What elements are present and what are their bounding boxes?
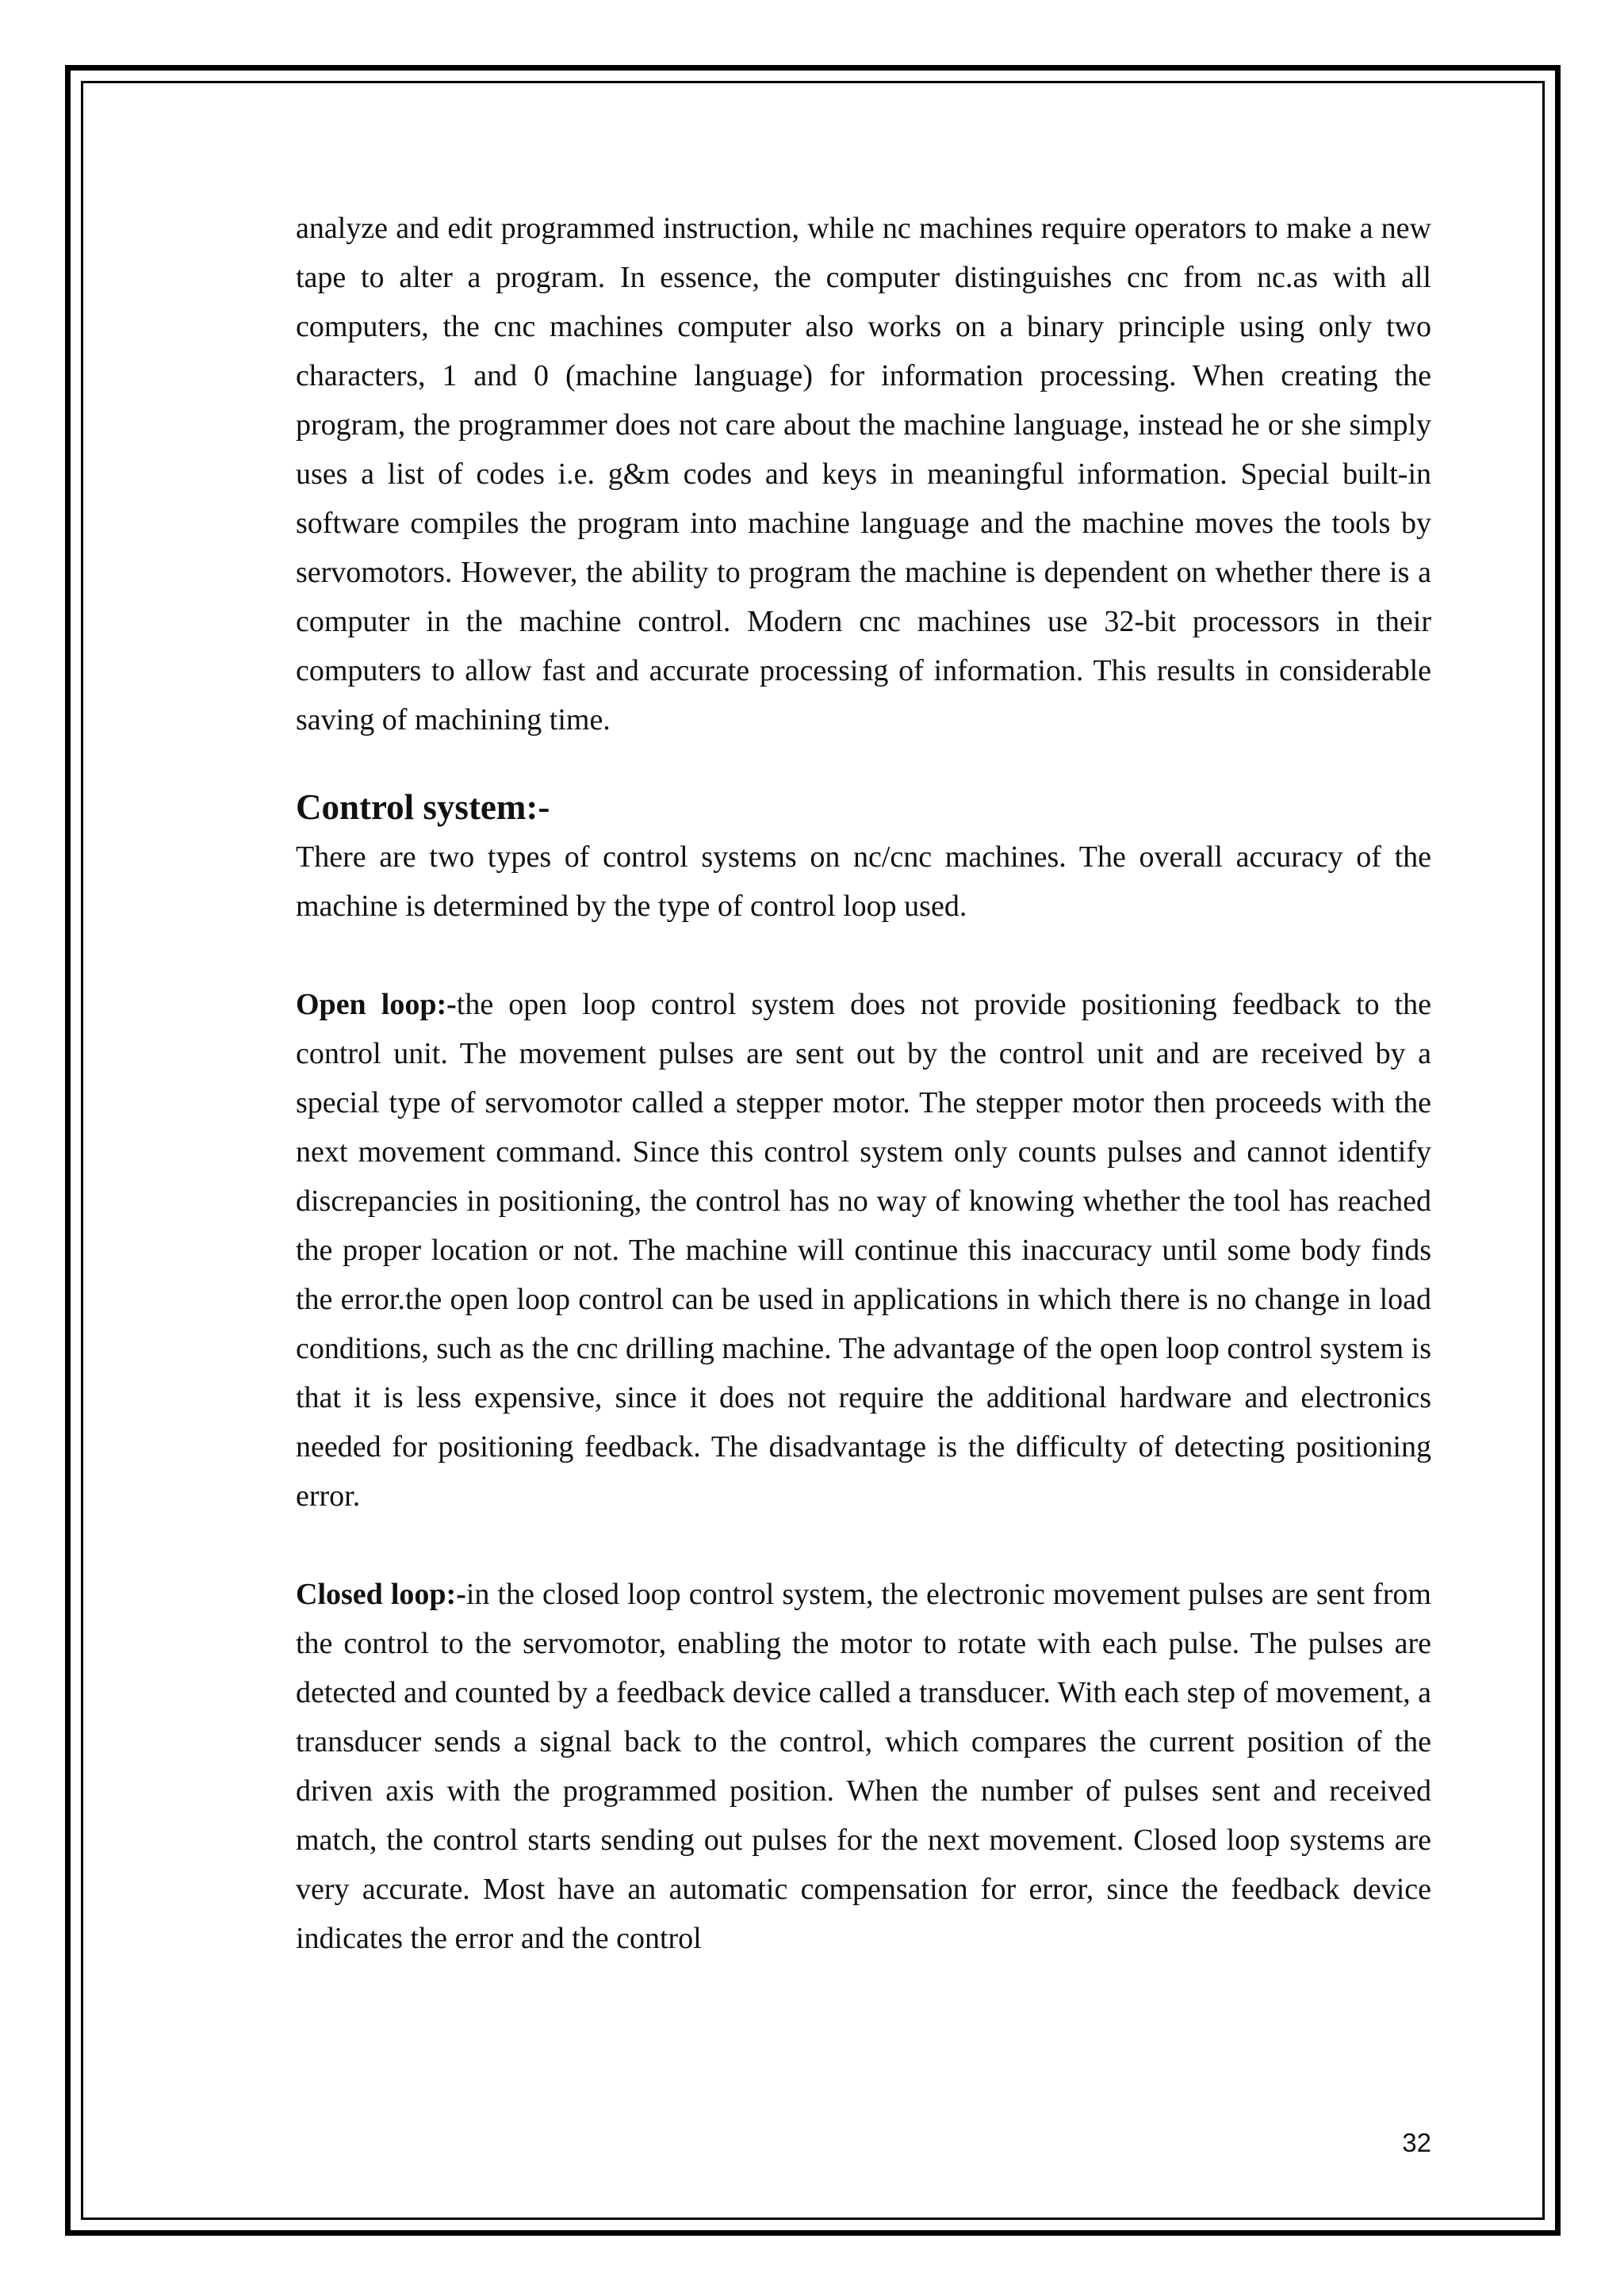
closed-loop-paragraph xyxy=(296,1570,1431,1963)
closed-loop-text: in the closed loop control system, the electronic movement pulses are sent from the control to the servomotor, enabling the motor to rotate with each pulse. The pulses are detected and counted by a feedback device called a transducer. With each step of movement, a transducer sends a signal back to the control, which compares the current position of the driven axis with the programmed position. When the number of pulses sent and received match, the control starts sending out pulses for the next movement. Closed loop systems are very accurate. Most have an automatic compensation for error, since the feedback device indicates the error and the control xyxy=(296,1578,1431,1955)
page-content xyxy=(296,204,1431,1963)
open-loop-paragraph xyxy=(296,980,1431,1521)
closed-loop-lead: Closed loop:- xyxy=(296,1578,466,1611)
section-heading: Control system:- xyxy=(296,787,550,827)
section-intro-paragraph: There are two types of control systems on nc/cnc machines. The overall accuracy of the machine is determined by the type of control loop used. xyxy=(296,840,1431,923)
intro-paragraph: analyze and edit programmed instruction, while nc machines require operators to make a new tape to alter a program. In essence, the computer distinguishes cnc from nc.as with all computers, the cnc machines computer also works on a binary principle using only two characters, 1 and 0 (machine language) for information processing. When creating the program, the programmer does not care about the machine language, instead he or she simply uses a list of codes i.e. g&m codes and keys in meaningful information. Special built-in software compiles the program into machine language and the machine moves the tools by servomotors. However, the ability to program the machine is dependent on whether there is a computer in the machine control. Modern cnc machines use 32-bit processors in their computers to allow fast and accurate processing of information. This results in considerable saving of machining time. xyxy=(296,212,1431,737)
open-loop-text: the open loop control system does not provide positioning feedback to the control unit. The movement pulses are sent out by the control unit and are received by a special type of servomotor called a stepper motor. The stepper motor then proceeds with the next movement command. Since this control system only counts pulses and cannot identify discrepancies in positioning, the control has no way of knowing whether the tool has reached the proper location or not. The machine will continue this inaccuracy until some body finds the error.the open loop control can be used in applications in which there is no change in load conditions, such as the cnc drilling machine. The advantage of the open loop control system is that it is less expensive, since it does not require the additional hardware and electronics needed for positioning feedback. The disadvantage is the difficulty of detecting positioning error. xyxy=(296,988,1431,1513)
open-loop-lead: Open loop:- xyxy=(296,988,457,1021)
page-number: 32 xyxy=(1402,2128,1431,2157)
